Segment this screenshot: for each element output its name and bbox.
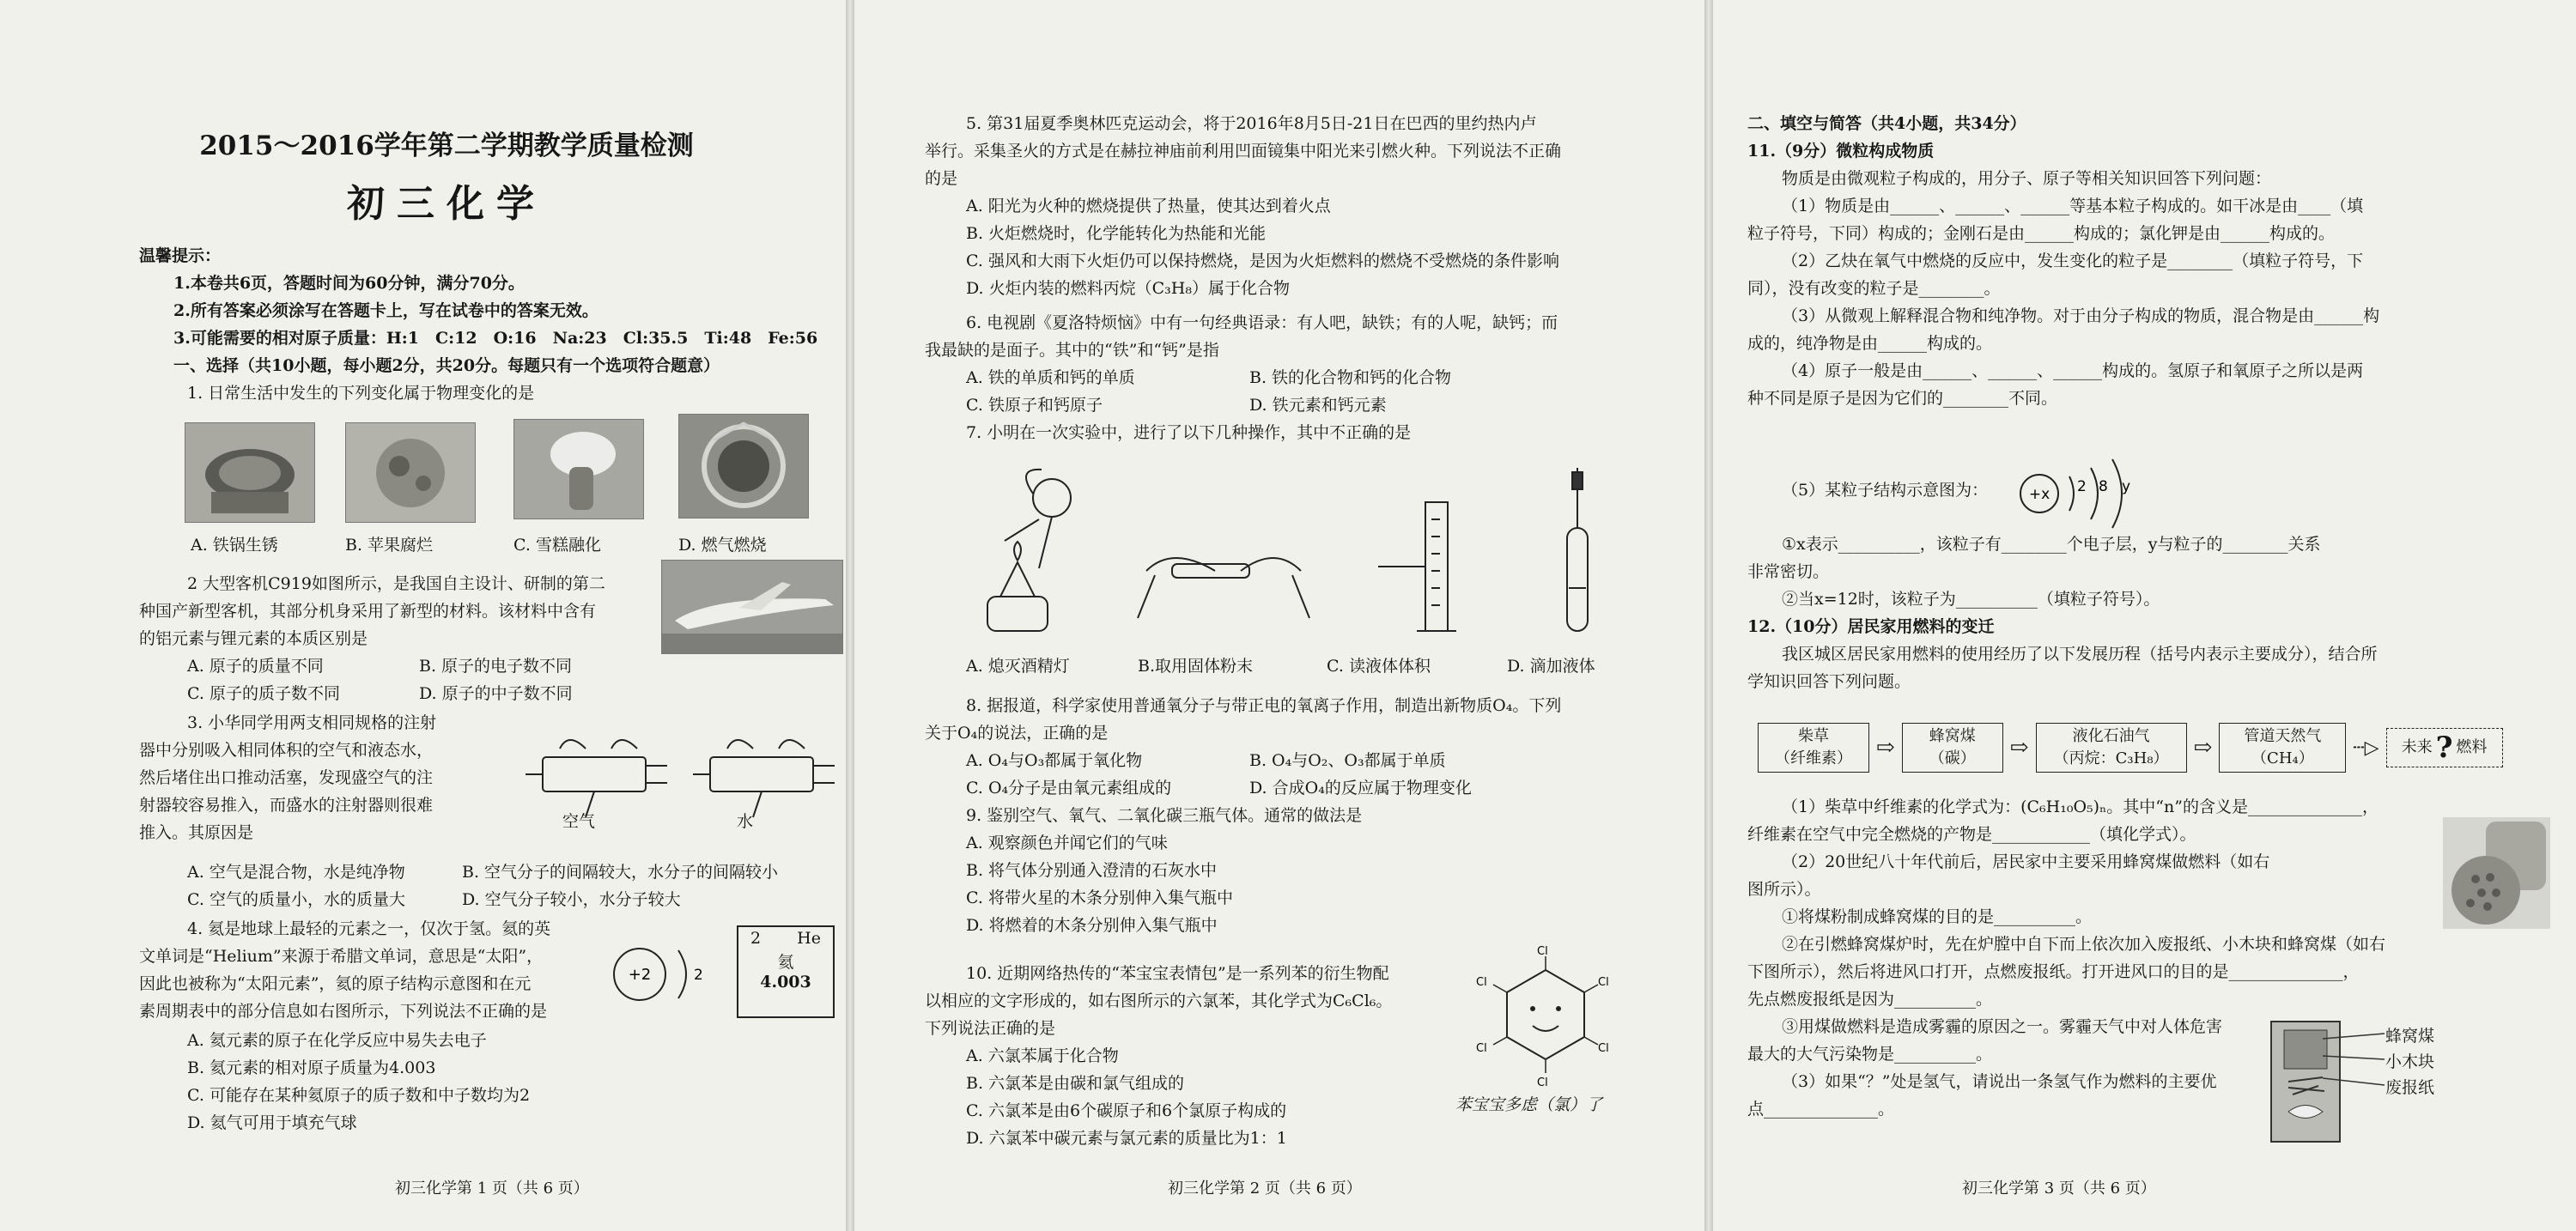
q1-option-b: B. 苹果腐烂: [345, 536, 434, 555]
q11-part5: （5）某粒子结构示意图为：: [1782, 481, 1989, 500]
rusted-pan-photo: [185, 422, 315, 523]
exam-title: 2015～2016学年第二学期教学质量检测: [199, 130, 694, 161]
page-1: [0, 0, 846, 1231]
rotten-apple-photo: [345, 422, 476, 523]
question-mark-icon: ?: [2435, 731, 2453, 765]
question-11: 二、填空与简答（共4小题，共34分） 11.（9分）微粒构成物质 物质是由微观粒子构成的，用分子、原子等相关知识回答下列问题： （1）物质是由______、______、______等基本粒子构成的。如干冰是由____（填 粒子符号，下同）构成的；金刚石是由______构成的；氯化钾是由______构成的。 （2）乙炔在氧气中燃烧的反应中，发生变化的粒子是________（填粒子符号，下 同），没有改变的粒子是________。 （3）从微观上解释混合物和纯净物。对于由分子构成的物质，混合物是由______构 成的，纯净物是由______构成的。 （4）原子一般是由______、______、______构成的。氢原子和氧原子之所以是两 种不同是原子是因为它们的________不同。: [1747, 110, 2559, 412]
shell-2-label: 8: [2099, 478, 2108, 495]
flow-arrow-icon: ⇨: [1876, 735, 1895, 761]
q1-option-d: D. 燃气燃烧: [678, 536, 767, 555]
page-3-footer: 初三化学第 3 页（共 6 页）: [1962, 1179, 2156, 1198]
page1-body: [139, 242, 826, 407]
question-4: 4. 氦是地球上最轻的元素之一，仅次于氢。氦的英 文单词是“Helium”来源于希腊文单词，意思是“太阳”， 因此也被称为“太阳元素”，氦的原子结构示意图和在元 素周期表中的部分信息如右图所示，下列说法不正确的是: [139, 919, 551, 1021]
question-10: 10. 近期网络热传的“苯宝宝表情包”是一系列苯的衍生物配 以相应的文字形成的，如右图所示的六氯苯，其化学式为C₆Cl₆。 下列说法正确的是 A. 六氯苯属于化合物 B. 六氯苯是由碳和氯气组成的 C. 六氯苯是由6个碳原子和6个氯原子构成的 D. 六氯苯中碳元素与氯元素的质量比为1：1: [925, 964, 1393, 1148]
flow-step-firewood: 柴草 （纤维素）: [1758, 723, 1869, 773]
q3-options: A. 空气是混合物，水是纯净物 B. 空气分子的间隔较大，水分子的间隔较小 C. 空气的质量小，水的质量大 D. 空气分子较小，水分子较大: [187, 863, 779, 909]
question-2: 2 大型客机C919如图所示，是我国自主设计、研制的第二 种国产新型客机，其部分机身采用了新型的材料。该材料中含有 的铝元素与锂元素的本质区别是: [139, 574, 605, 648]
airplane-photo: [661, 560, 843, 654]
flow-arrow-icon: ⇨: [2009, 735, 2029, 761]
notice-3: 3.可能需要的相对原子质量：H:1 C:12 O:16 Na:23 Cl:35.5 Ti:48 Fe:56: [173, 329, 818, 348]
q11-part5-answers: ①x表示__________，该粒子有________个电子层，y与粒子的________关系 非常密切。 ②当x=12时，该粒子为__________（填粒子符号）。 12.（10分）居民家用燃料的变迁 我区城区居民家用燃料的使用经历了以下发展历程（括号内表示主要成分），结合所 学知识回答下列问题。: [1747, 531, 2559, 695]
page-2: [854, 0, 1704, 1231]
question-7: 7. 小明在一次实验中，进行了以下几种操作，其中不正确的是: [966, 423, 1412, 442]
page-fold-2: [1704, 0, 1713, 1231]
flow-dashed-arrow-icon: ┄▷: [2353, 737, 2379, 759]
notice-2: 2.所有答案必须涂写在答题卡上，写在试卷中的答案无效。: [173, 301, 598, 320]
cl-label-top: Cl: [1537, 945, 1548, 958]
question-6: 6. 电视剧《夏洛特烦恼》中有一句经典语录：有人吧，缺铁；有的人呢，缺钙；而 我最缺的是面子。其中的“铁”和“钙”是指 A. 铁的单质和钙的单质 B. 铁的化合物和钙的化合物 C. 铁原子和钙原子 D. 铁元素和钙元素 7. 小明在一次实验中，进行了以下几种操作，其中不正确的是: [925, 309, 1680, 446]
flow-arrow-icon: ⇨: [2193, 735, 2213, 761]
benzene-caption: 苯宝宝多虑（氯）了: [1455, 1095, 1603, 1114]
stove-label-coal: 蜂窝煤: [2385, 1027, 2435, 1046]
page-3: [1713, 0, 2576, 1231]
particle-structure-diagram: [2005, 446, 2168, 541]
nucleus-label: +x: [2028, 486, 2050, 503]
cl-label-bottom-left: Cl: [1476, 1042, 1487, 1055]
helium-nucleus-label: +2: [628, 966, 652, 984]
section-2-heading: 二、填空与简答（共4小题，共34分）: [1747, 114, 2026, 133]
hexachlorobenzene-diagram: [1464, 944, 1627, 1090]
exam-subtitle: 初三化学: [347, 182, 546, 226]
question-3: 3. 小华同学用两支相同规格的注射 器中分别吸入相同体积的空气和液态水， 然后堵住出口推动活塞，发现盛空气的注 射器较容易推入，而盛水的注射器则很难 推入。其原因是: [139, 713, 437, 842]
stove-pointer-lines: [2323, 1030, 2387, 1090]
q7-options: A. 熄灭酒精灯 B.取用固体粉末 C. 读液体体积 D. 滴加液体: [966, 657, 1595, 676]
helium-atom-diagram: [605, 931, 708, 1017]
q11-heading: 11.（9分）微粒构成物质: [1747, 142, 1935, 161]
shell-3-label: y: [2122, 478, 2131, 495]
lab-operations-diagram: [949, 468, 1704, 648]
fuel-flow-diagram: [1758, 723, 2530, 773]
page-1-footer: 初三化学第 1 页（共 6 页）: [395, 1179, 589, 1198]
cl-label-top-left: Cl: [1476, 976, 1487, 989]
page1-header: [137, 127, 756, 232]
melting-ice-cream-photo: [513, 419, 644, 519]
q12-heading: 12.（10分）居民家用燃料的变迁: [1747, 617, 1995, 636]
q4-options: A. 氦元素的原子在化学反应中易失去电子 B. 氦元素的相对原子质量为4.003 C. 可能存在某种氦原子的质子数和中子数均为2 D. 氦气可用于填充气球: [187, 1031, 531, 1132]
q1-option-c: C. 雪糕融化: [513, 536, 601, 555]
air-label: 空气: [562, 812, 596, 831]
cl-label-bottom: Cl: [1537, 1076, 1548, 1089]
flow-step-coal: 蜂窝煤 （碳）: [1902, 723, 2003, 773]
flow-step-future-fuel: 未来 ? 燃料: [2386, 728, 2503, 767]
notice-1: 1.本卷共6页，答题时间为60分钟，满分70分。: [173, 274, 525, 293]
q2-options: A. 原子的质量不同 B. 原子的电子数不同 C. 原子的质子数不同 D. 原子的中子数不同: [187, 657, 573, 703]
stove-label-paper: 废报纸: [2385, 1078, 2435, 1097]
flow-step-lpg: 液化石油气 （丙烷：C₃H₈）: [2036, 723, 2187, 773]
page-2-footer: 初三化学第 2 页（共 6 页）: [1168, 1179, 1362, 1198]
flow-step-natural-gas: 管道天然气 （CH₄）: [2219, 723, 2346, 773]
water-label: 水: [737, 812, 754, 831]
helium-periodic-cell: 2 He 氦 4.003: [737, 925, 835, 1018]
notice-title: 温馨提示：: [139, 246, 222, 265]
question-5: 5. 第31届夏季奥林匹克运动会，将于2016年8月5日-21日在巴西的里约热内卢 举行。采集圣火的方式是在赫拉神庙前利用凹面镜集中阳光来引燃火种。下列说法不正确 的是 A. 阳光为火种的燃烧提供了热量，使其达到着火点 B. 火炬燃烧时，化学能转化为热能和光能 C. 强风和大雨下火炬仍可以保持燃烧，是因为火炬燃料的燃烧不受燃烧的条件影响 D. 火炬内装的燃料丙烷（C₃H₈）属于化合物: [925, 114, 1562, 298]
question-9: 9. 鉴别空气、氧气、二氧化碳三瓶气体。通常的做法是: [966, 806, 1363, 825]
question-1: 1. 日常生活中发生的下列变化属于物理变化的是: [187, 384, 535, 403]
q12-answers: （1）柴草中纤维素的化学式为：(C₆H₁₀O₅)ₙ。其中“n”的含义是______________， 纤维素在空气中完全燃烧的产物是____________（填化学式）。 （2）20世纪八十年代前后，居民家中主要采用蜂窝煤做燃料（如右 图所示）。 ①将煤粉制成蜂窝煤的目的是__________。 ②在引燃蜂窝煤炉时，先在炉膛中自下而上依次加入废报纸、小木块和蜂窝煤（如右 下图所示），然后将进风口打开，点燃废报纸。打开进风口的目的是______________， 先点燃废报纸是因为__________。 ③用煤做燃料是造成雾霾的原因之一。雾霾天气中对人体危害 最大的大气污染物是__________。 （3）如果“？”处是氢气，请说出一条氢气作为燃料的主要优 点______________。: [1747, 797, 2386, 1119]
cl-label-top-right: Cl: [1598, 976, 1609, 989]
helium-shell-label: 2: [694, 967, 703, 984]
cl-label-bottom-right: Cl: [1598, 1042, 1609, 1055]
question-8: 8. 据报道，科学家使用普通氧分子与带正电的氧离子作用，制造出新物质O₄。下列 关于O₄的说法，正确的是 A. O₄与O₃都属于氧化物 B. O₄与O₂、O₃都属于单质 C. O₄分子是由氧元素组成的 D. 合成O₄的反应属于物理变化 9. 鉴别空气、氧气、二氧化碳三瓶气体。通常的做法是 A. 观察颜色并闻它们的气味 B. 将气体分别通入澄清的石灰水中 C. 将带火星的木条分别伸入集气瓶中 D. 将燃着的木条分别伸入集气瓶中: [925, 692, 1680, 939]
section-1-heading: 一、选择（共10小题，每小题2分，共20分。每题只有一个选项符合题意）: [173, 356, 720, 375]
shell-1-label: 2: [2077, 478, 2087, 495]
stove-label-wood: 小木块: [2385, 1052, 2435, 1071]
honeycomb-coal-photo: [2443, 817, 2550, 929]
page-fold: [846, 0, 854, 1231]
q1-option-a: A. 铁锅生锈: [191, 536, 278, 555]
gas-burning-photo: [678, 414, 809, 518]
